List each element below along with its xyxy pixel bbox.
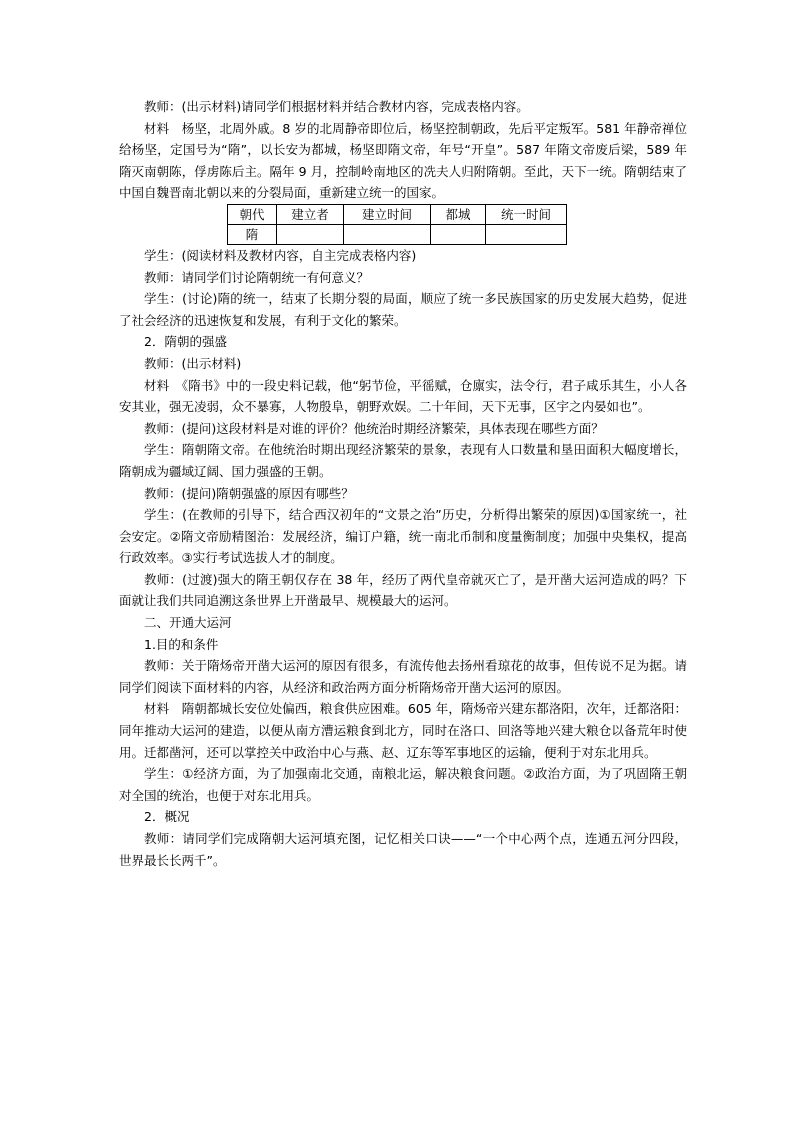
table-cell bbox=[431, 224, 486, 244]
table-row bbox=[228, 224, 567, 244]
table-header-cell: 都城 bbox=[431, 204, 486, 224]
table-header-row bbox=[228, 204, 567, 224]
table-cell bbox=[277, 224, 344, 244]
paragraph: 教师：(出示材料) bbox=[144, 355, 242, 371]
paragraph: 材料 杨坚，北周外戚。8 岁的北周静帝即位后，杨坚控制朝政，先后平定叛军。581 年静帝禅位给杨坚，定国号为“隋”，以长安为都城，杨坚即隋文帝，年号“开皇”。587 年隋文帝废后梁，589 年隋灭南朝陈，俘虏陈后主。隔年 9 月，控制岭南地区的冼夫人归附隋朝。至此，天下一统。隋朝结束了中国自魏晋南北朝以来的分裂局面，重新建立统一的国家。 bbox=[119, 120, 687, 201]
dynasty-table bbox=[227, 204, 567, 245]
paragraph: 教师：请同学们完成隋朝大运河填充图，记忆相关口诀——“一个中心两个点，连通五河分四段，世界最长长两千”。 bbox=[119, 831, 687, 868]
table-header-cell: 建立者 bbox=[277, 204, 344, 224]
paragraph: 学生：隋朝隋文帝。在他统治时期出现经济繁荣的景象，表现有人口数量和垦田面积大幅度增长，隋朝成为疆域辽阔、国力强盛的王朝。 bbox=[119, 442, 687, 479]
paragraph: 学生：(在教师的引导下，结合西汉初年的“文景之治”历史，分析得出繁荣的原因)①国家统一，社会安定。②隋文帝励精图治：发展经济，编订户籍，统一南北币制和度量衡制度；加强中央集权，提高行政效率。③实行考试选拔人才的制度。 bbox=[119, 507, 687, 566]
paragraph: 教师：(提问)这段材料是对谁的评价？他统治时期经济繁荣，具体表现在哪些方面？ bbox=[144, 420, 604, 436]
section-heading: 2．概况 bbox=[144, 809, 190, 825]
paragraph: 学生：(阅读材料及教材内容，自主完成表格内容) bbox=[144, 247, 417, 263]
paragraph: 教师：(出示材料)请同学们根据材料并结合教材内容，完成表格内容。 bbox=[144, 99, 529, 114]
table-cell bbox=[486, 224, 567, 244]
section-heading: 2．隋朝的强盛 bbox=[144, 334, 227, 350]
paragraph: 教师：(提问)隋朝强盛的原因有哪些？ bbox=[144, 485, 354, 501]
paragraph: 材料 隋朝都城长安位处偏西，粮食供应困难。605 年，隋炀帝兴建东都洛阳，次年，迁都洛阳：同年推动大运河的建造，以便从南方漕运粮食到北方，同时在洛口、回洛等地兴建大粮仓以备荒年时使用。迁都凿河，还可以掌控关中政治中心与燕、赵、辽东等军事地区的运输，便利于对东北用兵。 bbox=[119, 701, 687, 760]
section-heading: 1.目的和条件 bbox=[144, 636, 219, 652]
document-body bbox=[119, 96, 687, 871]
table-header-cell: 建立时间 bbox=[344, 204, 431, 224]
table-cell: 隋 bbox=[228, 224, 277, 244]
table-cell bbox=[344, 224, 431, 244]
table-header-cell: 统一时间 bbox=[486, 204, 567, 224]
paragraph: 学生：①经济方面，为了加强南北交通，南粮北运，解决粮食问题。②政治方面，为了巩固隋王朝对全国的统治，也便于对东北用兵。 bbox=[119, 766, 687, 803]
paragraph: 教师：请同学们讨论隋朝统一有何意义？ bbox=[144, 269, 370, 285]
paragraph: 教师：(过渡)强大的隋王朝仅存在 38 年，经历了两代皇帝就灭亡了，是开凿大运河造成的吗？下面就让我们共同追溯这条世界上开凿最早、规模最大的运河。 bbox=[119, 571, 687, 609]
paragraph: 材料 《隋书》中的一段史料记载，他“躬节俭，平徭赋，仓廪实，法令行，君子咸乐其生，小人各安其业，强无凌弱，众不暴寡，人物殷阜，朝野欢娱。二十年间，天下无事，区宇之内晏如也”。 bbox=[119, 377, 687, 415]
section-heading: 二、开通大运河 bbox=[144, 615, 232, 631]
paragraph: 学生：(讨论)隋的统一，结束了长期分裂的局面，顺应了统一多民族国家的历史发展大趋势，促进了社会经济的迅速恢复和发展，有利于文化的繁荣。 bbox=[119, 291, 687, 328]
paragraph: 教师：关于隋炀帝开凿大运河的原因有很多，有流传他去扬州看琼花的故事，但传说不足为据。请同学们阅读下面材料的内容，从经济和政治两方面分析隋炀帝开凿大运河的原因。 bbox=[119, 658, 687, 695]
table-header-cell: 朝代 bbox=[228, 204, 277, 224]
